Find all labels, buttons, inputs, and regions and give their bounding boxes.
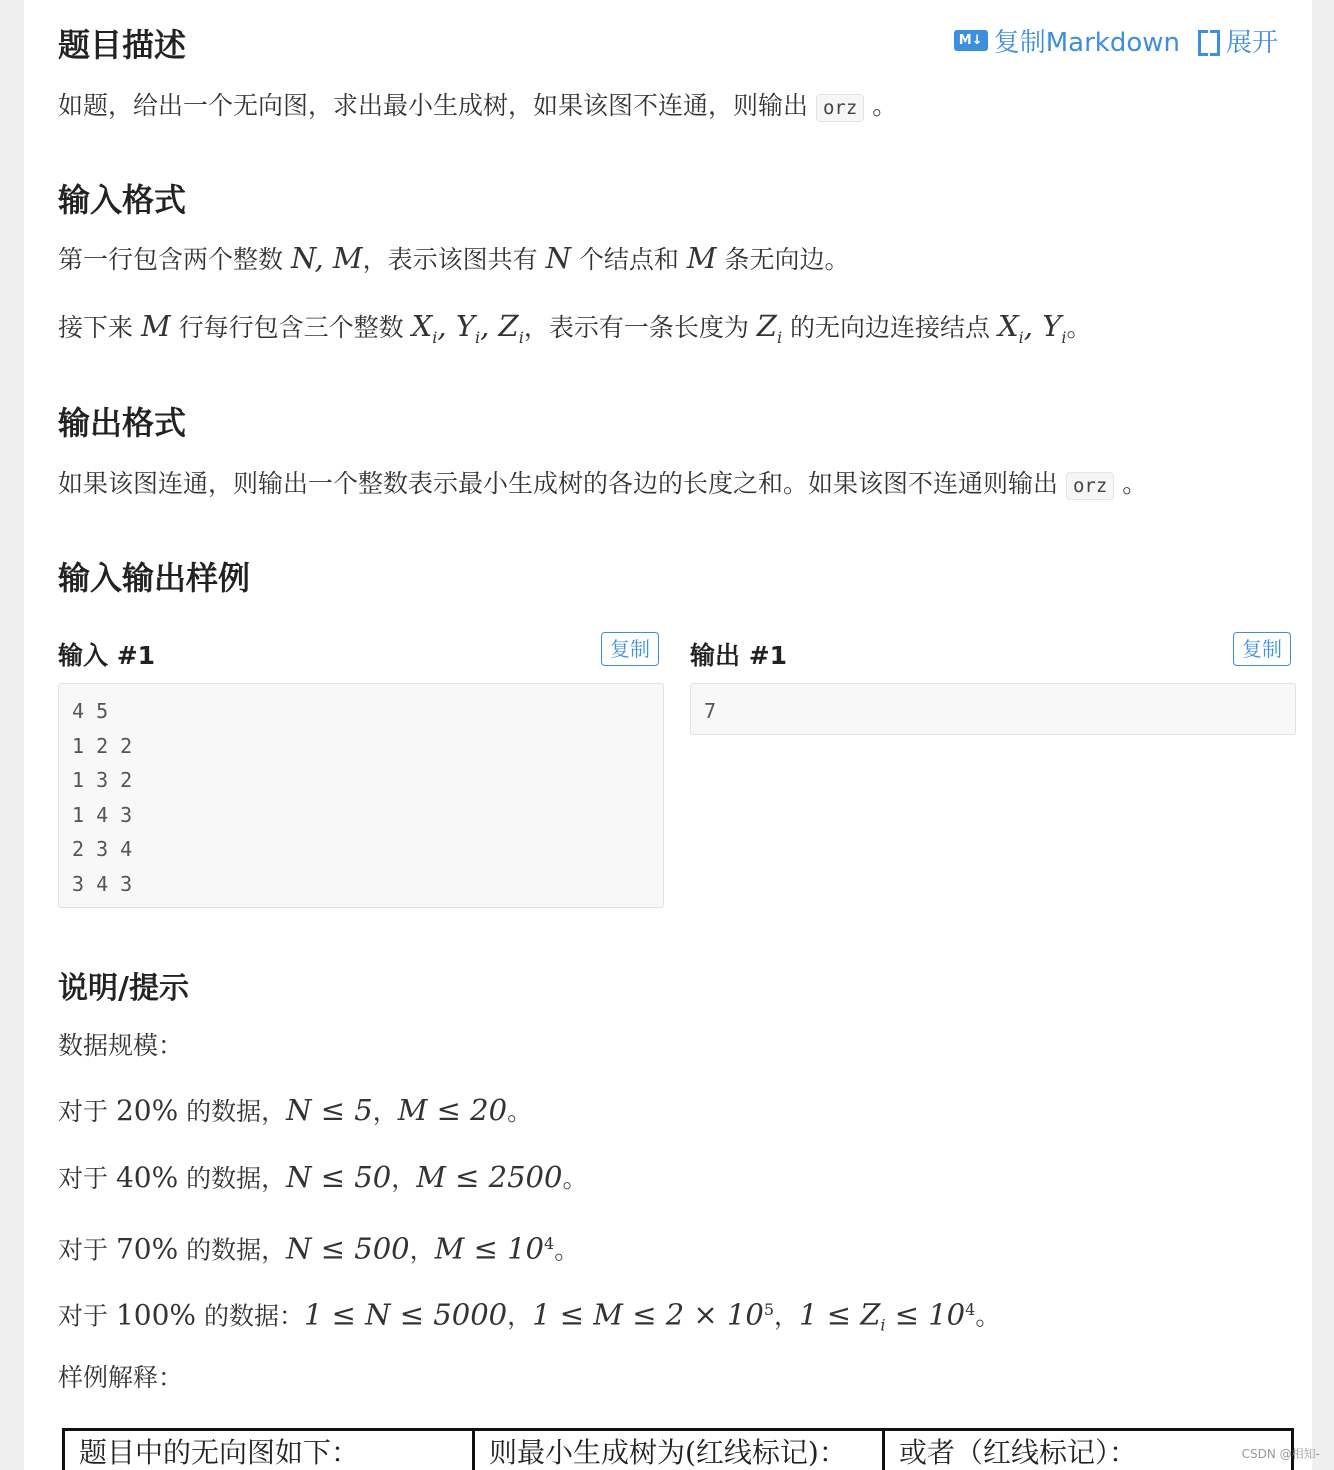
sample-output-box[interactable]: 7: [690, 683, 1296, 735]
math: N: [545, 241, 571, 275]
expand-icon: [1198, 30, 1220, 52]
sub: i: [880, 1315, 886, 1335]
data-scale-label: 数据规模：: [58, 1031, 184, 1060]
expand-button[interactable]: [1198, 22, 1278, 59]
text: 。: [975, 1301, 1001, 1331]
constraint-row-2: [58, 1161, 587, 1195]
math-y: Y: [455, 309, 475, 343]
markdown-icon: M↓: [954, 30, 988, 51]
expand-label: 展开: [1225, 28, 1278, 58]
math: 1 ≤ N ≤ 5000: [304, 1297, 508, 1332]
hint-title: 说明/提示: [58, 971, 189, 1006]
text: ，: [774, 1301, 800, 1331]
problem-card: [24, 0, 1312, 1470]
math-x: X: [997, 309, 1019, 343]
math: [756, 309, 783, 347]
inline-code: orz: [816, 94, 864, 122]
output-format-body: 如果该图连通，则输出一个整数表示最小生成树的各边的长度之和。如果该图不连通则输出: [58, 469, 1059, 498]
copy-output-button[interactable]: 复制: [1233, 632, 1291, 666]
text: 。: [507, 1097, 533, 1126]
text: ，: [507, 1301, 533, 1331]
top-actions: [954, 22, 1278, 59]
sub: i: [518, 327, 524, 347]
text: 的无向边连接结点: [790, 313, 991, 342]
math: N ≤ 50: [286, 1160, 392, 1194]
output-format-title: 输出格式: [58, 404, 187, 442]
sub: i: [1018, 327, 1024, 347]
text: 对于: [58, 1097, 109, 1126]
exponent: 5: [763, 1300, 775, 1319]
constraint-row-3: [58, 1228, 579, 1266]
watermark: CSDN @相知-: [1241, 1447, 1320, 1461]
sample-explain-label: 样例解释：: [58, 1363, 184, 1392]
math: M ≤ 2500: [416, 1160, 563, 1194]
input-format-title: 输入格式: [58, 181, 187, 219]
text: 。: [554, 1235, 580, 1265]
text: 的数据：: [203, 1301, 304, 1331]
exponent: 4: [965, 1300, 976, 1319]
math: M: [686, 241, 717, 275]
math: 20%: [115, 1094, 179, 1127]
copy-markdown-button[interactable]: [954, 22, 1180, 59]
output-format-end: 。: [1122, 469, 1148, 498]
input-format-line2: [58, 310, 1092, 354]
text: ，: [409, 1235, 435, 1265]
text: 。: [562, 1164, 588, 1193]
sub: i: [432, 327, 438, 347]
math: M ≤ 20: [397, 1093, 508, 1127]
inline-code: orz: [1066, 472, 1114, 500]
math: N ≤ 5: [286, 1093, 373, 1127]
text: 的数据，: [186, 1097, 287, 1126]
math: ≤ 10: [885, 1297, 966, 1332]
description-text: [58, 90, 897, 124]
math: M: [140, 309, 171, 343]
sub: i: [1061, 327, 1067, 347]
text: 行每行包含三个整数: [178, 313, 404, 342]
sample-input-label: 输入 #1: [58, 641, 156, 670]
sub: i: [474, 327, 481, 347]
text: 接下来: [58, 313, 134, 342]
copy-input-button[interactable]: 复制: [601, 632, 659, 666]
figure-col-1: 题目中的无向图如下：: [65, 1431, 475, 1470]
math: $X_i$, $Y_i$, $Z_i$: [411, 309, 524, 347]
math: M ≤ 10: [434, 1231, 544, 1266]
description-end: 。: [872, 91, 898, 120]
constraint-row-4: [58, 1294, 1000, 1341]
text: 对于: [58, 1301, 109, 1331]
description-body: 如题，给出一个无向图，求出最小生成树，如果该图不连通，则输出: [58, 91, 809, 120]
text: 第一行包含两个整数: [58, 245, 284, 274]
math: $X_i$, $Y_i$: [997, 309, 1067, 347]
math: 100%: [115, 1298, 197, 1332]
text: 对于: [58, 1235, 109, 1265]
text: ，: [391, 1164, 417, 1193]
math: 70%: [115, 1232, 179, 1266]
input-format-line1: [58, 242, 850, 276]
text: 条无向边。: [724, 245, 850, 274]
math-z: Z: [498, 309, 519, 343]
sub: i: [776, 327, 783, 347]
figure-col-3: 或者（红线标记）：: [899, 1436, 1138, 1469]
samples-title: 输入输出样例: [58, 559, 251, 597]
math: N ≤ 500: [286, 1231, 410, 1266]
text: 的数据，: [186, 1235, 287, 1265]
copy-markdown-label: 复制Markdown: [993, 28, 1180, 58]
text: 个结点和: [578, 245, 679, 274]
math-x: X: [411, 309, 433, 343]
sample-input-box[interactable]: 4 5 1 2 2 1 3 2 1 4 3 2 3 4 3 4 3: [58, 683, 664, 908]
text: ，表示有一条长度为: [523, 313, 749, 342]
output-format-text: [58, 468, 1147, 502]
math: 40%: [115, 1161, 179, 1194]
text: ，表示该图共有: [362, 245, 538, 274]
figure-table: [62, 1428, 1294, 1470]
text: 的数据，: [186, 1164, 287, 1193]
figure-col-2: 则最小生成树为(红线标记)：: [475, 1431, 885, 1470]
text: 。: [1066, 313, 1092, 342]
text: ，: [372, 1097, 398, 1126]
text: 对于: [58, 1164, 109, 1193]
sample-output-label: 输出 #1: [690, 641, 788, 670]
constraint-row-1: [58, 1094, 532, 1128]
math: 1 ≤ Z: [799, 1297, 881, 1332]
math-y: Y: [1042, 309, 1062, 343]
math: 1 ≤ M ≤ 2 × 10: [532, 1297, 764, 1332]
math-z: Z: [756, 309, 777, 343]
problem-title: 题目描述: [58, 26, 187, 64]
math: N, M: [290, 241, 363, 275]
exponent: 4: [544, 1234, 555, 1253]
